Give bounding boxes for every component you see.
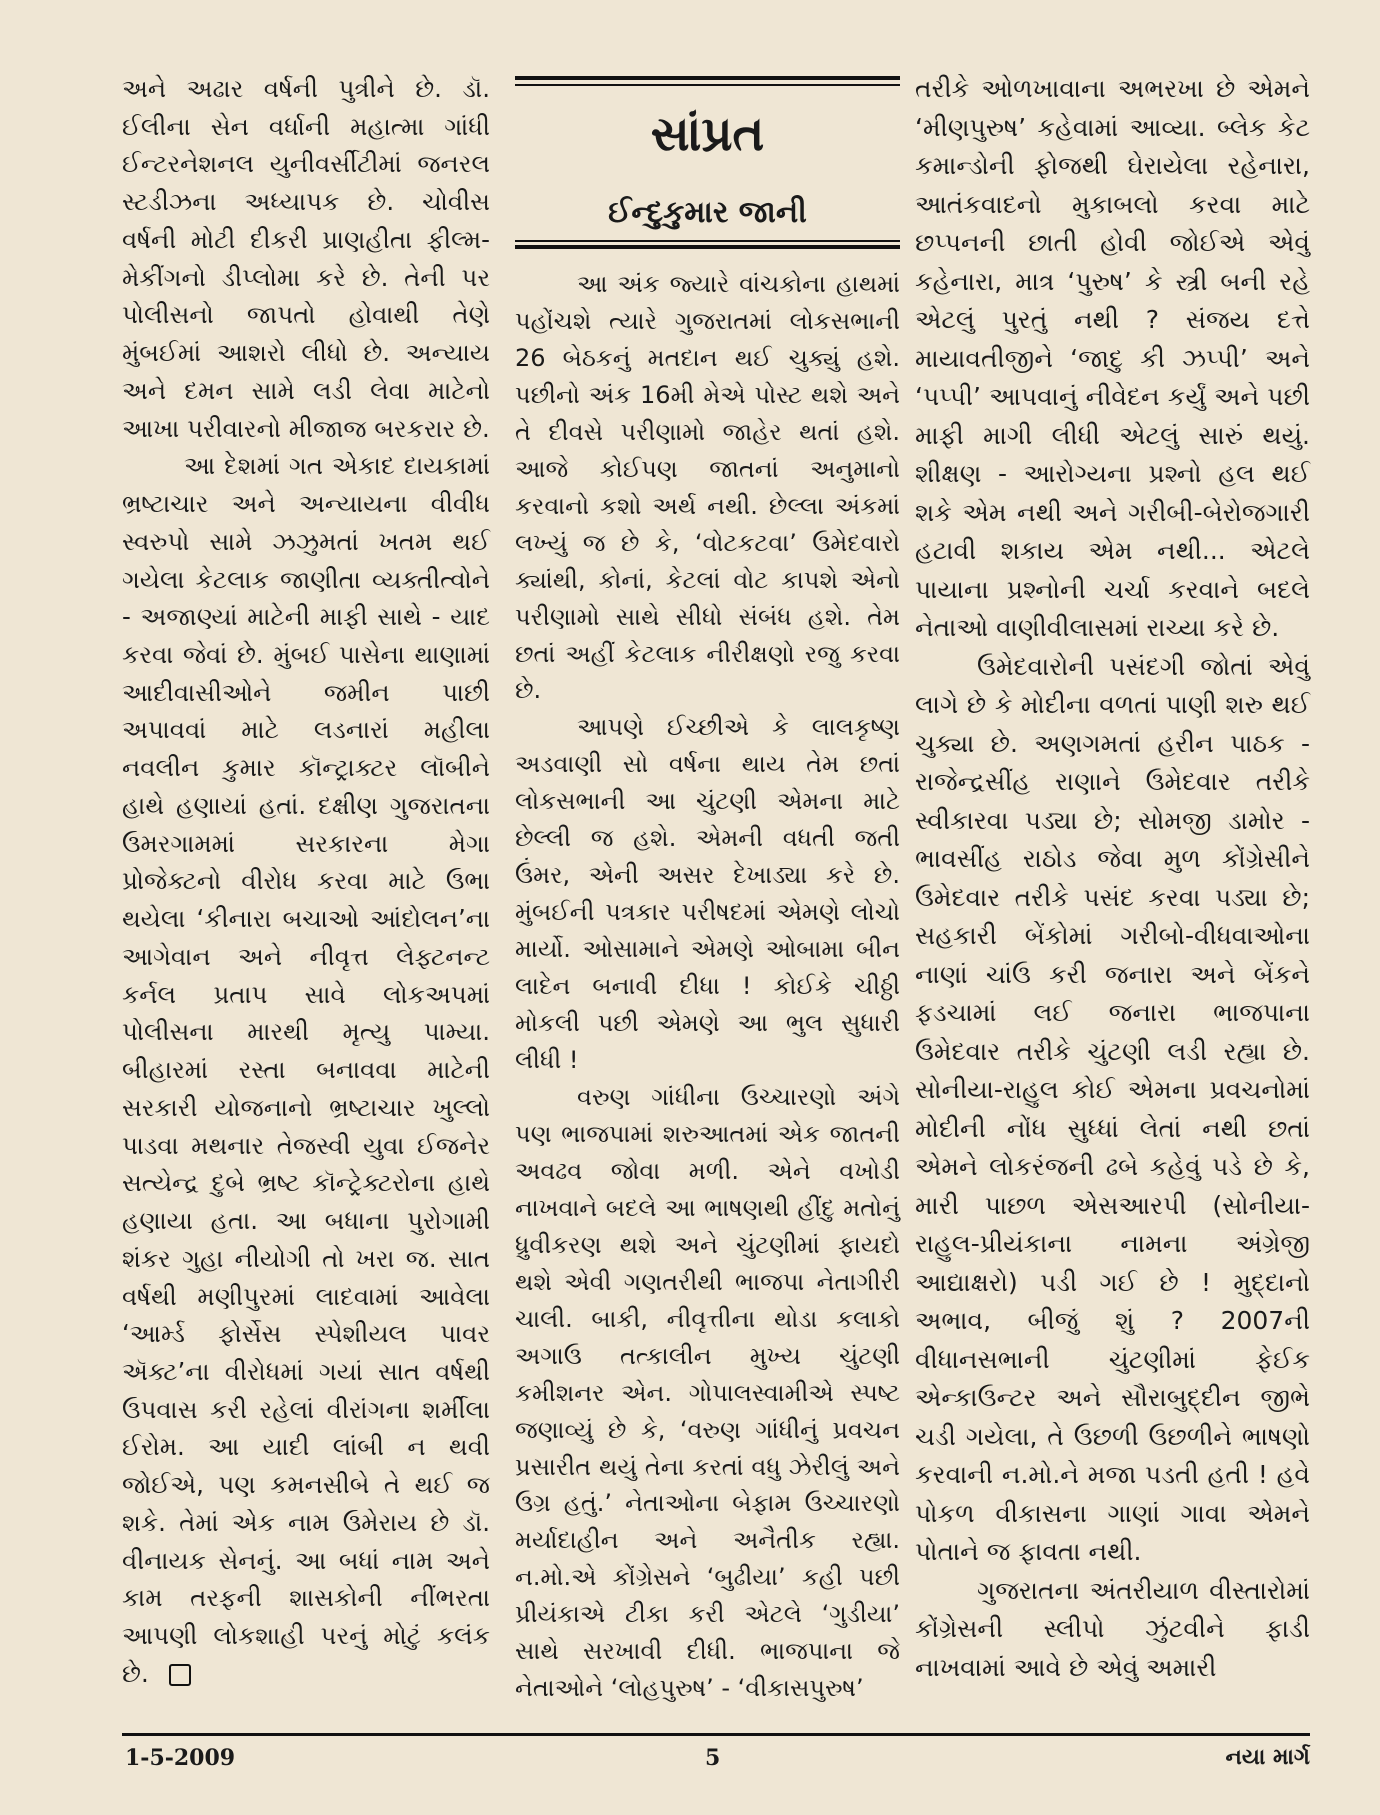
paragraph-text: આ દેશમાં ગત એકાદ દાયકામાં ભ્રષ્ટાચાર અને અન્યાયના વીવીધ સ્વરુપો સામે ઝઝુમતાં ખતમ થઈ ગયેલા કેટલાક જાણીતા વ્યક્તીત્વોને - અજાણ્યાં માટેની માફી સાથે - યાદ કરવા જેવાં છે. મુંબઈ પાસેના થાણામાં આદીવાસીઓને જમીન પાછી અપાવવાં માટે લડનારાં મહીલા નવલીન કુમાર કૉન્ટ્રાક્ટર લૉબીને હાથે હણાયાં હતાં. દક્ષીણ ગુજરાતના ઉમરગામમાં સરકારના મેગા પ્રોજેક્ટનો વીરોધ કરવા માટે ઉભા થયેલા ‘કીનારા બચાઓ આંદોલન’ના આગેવાન અને નીવૃત્ત લેફ્ટનન્ટ કર્નલ પ્રતાપ સાવે લોકઅપમાં પોલીસના મારથી મૃત્યુ પામ્યા. બીહારમાં રસ્તા બનાવવા માટેની સરકારી યોજનાનો ભ્રષ્ટાચાર ખુલ્લો પાડવા મથનાર તેજસ્વી યુવા ઈજનેર સત્યેન્દ્ર દુબે ભ્રષ્ટ કૉન્ટ્રેક્ટરોના હાથે હણાયા હતા. આ બધાના પુરોગામી શંકર ગુહા નીયોગી તો ખરા જ. સાત વર્ષથી મણીપુરમાં લાદવામાં આવેલા ‘આર્મ્ડ ફોર્સેસ સ્પેશીયલ પાવર ઍક્ટ’ના વીરોધમાં ગયાં સાત વર્ષથી ઉપવાસ કરી રહેલાં વીરાંગના શર્મીલા ઈરોમ. આ યાદી લાંબી ન થવી જોઈએ, પણ કમનસીબે તે થઈ જ શકે. તેમાં એક નામ ઉમેરાય છે ડૉ. વીનાયક સેનનું. આ બધાં નામ અને કામ તરફની શાસકોની નીંભરતા આપણી લોકશાહી પરનું મોટું કલંક છે. [122,451,490,1688]
paragraph: અને અઢાર વર્ષની પુત્રીને છે. ડૉ. ઈલીના સેન વર્ધાની મહાત્મા ગાંધી ઈન્ટરનેશનલ યુનીવર્સીટીમાં જનરલ સ્ટડીઝના અધ્યાપક છે. ચોવીસ વર્ષની મોટી દીકરી પ્રાણહીતા ફીલ્મ-મેકીંગનો ડીપ્લોમા કરે છે. તેની પર પોલીસનો જાપતો હોવાથી તેણે મુંબઈમાં આશરો લીધો છે. અન્યાય અને દમન સામે લડી લેવા માટેનો આખા પરીવારનો મીજાજ બરકરાર છે. [122,74,490,443]
paragraph [122,447,490,1692]
publication-name: નયા માર્ગ [1225,1745,1310,1770]
masthead-top-rule-thin [515,84,900,86]
end-of-article-icon [169,1664,191,1686]
masthead-bottom-rule-thin [515,240,900,242]
paragraph: વરુણ ગાંધીના ઉચ્ચારણો અંગે પણ ભાજપામાં શરુઆતમાં એક જાતની અવઢવ જોવા મળી. એને વખોડી નાખવાને બદલે આ ભાષણથી હીંદુ મતોનું ધ્રુવીકરણ થશે અને ચુંટણીમાં ફાયદો થશે એવી ગણતરીથી ભાજપા નેતાગીરી ચાલી. બાકી, નીવૃત્તીના થોડા કલાકો અગાઉ તત્કાલીન મુખ્ય ચુંટણી કમીશનર એન. ગોપાલસ્વામીએ સ્પષ્ટ જણાવ્યું છે કે, ‘વરુણ ગાંધીનું પ્રવચન પ્રસારીત થયું તેના કરતાં વધુ ઝેરીલું અને ઉગ્ર હતું.’ નેતાઓના બેફામ ઉચ્ચારણો મર્યાદાહીન અને અનૈતીક રહ્યા. ન.મો.એ કોંગ્રેસને ‘બુઢીયા’ કહી પછી પ્રીયંકાએ ટીકા કરી એટલે ‘ગુડીયા’ સાથે સરખાવી દીધી. ભાજપાના જે નેતાઓને ‘લોહપુરુષ’ - ‘વીકાસપુરુષ’ [515,1082,900,1703]
article-column-1 [122,70,490,1693]
paragraph: ઉમેદવારોની પસંદગી જોતાં એવું લાગે છે કે મોદીના વળતાં પાણી શરુ થઈ ચુક્યા છે. અણગમતાં હરીન પાઠક - રાજેન્દ્રસીંહ રાણાને ઉમેદવાર તરીકે સ્વીકારવા પડ્યા છે; સોમજી ડામોર - ભાવસીંહ રાઠોડ જેવા મુળ કોંગ્રેસીને ઉમેદવાર તરીકે પસંદ કરવા પડ્યા છે; સહકારી બેંકોમાં ગરીબો-વીધવાઓના નાણાં ચાંઉ કરી જનારા અને બેંકને ફડચામાં લઈ જનારા ભાજપાના ઉમેદવાર તરીકે ચુંટણી લડી રહ્યા છે. સોનીયા-રાહુલ કોઈ એમના પ્રવચનોમાં મોદીની નોંધ સુધ્ધાં લેતાં નથી છતાં એમને લોકરંજની ઢબે કહેવું પડે છે કે, મારી પાછળ એસઆરપી (સોનીયા-રાહુલ-પ્રીયંકાના નામના અંગ્રેજી આદ્યાક્ષરો) પડી ગઈ છે ! મુદ્દાનો અભાવ, બીજું શું ? 2007ની વીધાનસભાની ચુંટણીમાં ફેઈક એન્કાઉન્ટર અને સૌરાબુદ્દીન જીભે ચડી ગયેલા, તે ઉછળી ઉછળીને ભાષણો કરવાની ન.મો.ને મજા પડતી હતી ! હવે પોકળ વીકાસના ગાણાં ગાવા એમને પોતાને જ ફાવતા નથી. [915,651,1310,1566]
masthead-bottom-rule [515,245,900,249]
paragraph: ગુજરાતના અંતરીયાળ વીસ્તારોમાં કોંગ્રેસની સ્લીપો ઝુંટવીને ફાડી નાખવામાં આવે છે એવું અમારી [915,1575,1310,1682]
author-name: ઈન્દુકુમાર જાની [608,195,807,230]
paragraph: આપણે ઈચ્છીએ કે લાલકૃષ્ણ અડવાણી સો વર્ષના થાય તેમ છતાં લોકસભાની આ ચુંટણી એમના માટે છેલ્લી જ હશે. એમની વધતી જતી ઉંમર, એની અસર દેખાડ્યા કરે છે. મુંબઈની પત્રકાર પરીષદમાં એમણે લોચો માર્યો. ઓસામાને એમણે ઓબામા બીન લાદેન બનાવી દીધા ! કોઈકે ચીઠ્ઠી મોકલી પછી એમણે આ ભુલ સુધારી લીધી ! [515,713,900,1075]
paragraph: તરીકે ઓળખાવાના અભરખા છે એમને ‘મીણપુરુષ’ કહેવામાં આવ્યા. બ્લેક કેટ કમાન્ડોની ફોજથી ઘેરાયેલા રહેનારા, આતંકવાદનો મુકાબલો કરવા માટે છપ્પનની છાતી હોવી જોઈએ એવું કહેનારા, માત્ર ‘પુરુષ’ કે સ્ત્રી બની રહે એટલું પુરતું નથી ? સંજય દત્તે માયાવતીજીને ‘જાદુ કી ઝપ્પી’ અને ‘પપ્પી’ આપવાનું નીવેદન કર્યું અને પછી માફી માગી લીધી એટલું સારું થયું. શીક્ષણ - આરોગ્યના પ્રશ્નો હલ થઈ શકે એમ નથી અને ગરીબી-બેરોજગારી હટાવી શકાય એમ નથી... એટલે પાયાના પ્રશ્નોની ચર્ચા કરવાને બદલે નેતાઓ વાણીવીલાસમાં રાચ્યા કરે છે. [915,74,1310,642]
column-title: સાંપ્રત [650,106,765,162]
article-column-3 [915,70,1310,1687]
footer-rule [122,1733,1310,1736]
paragraph: આ અંક જ્યારે વાંચકોના હાથમાં પહોંચશે ત્યારે ગુજરાતમાં લોકસભાની 26 બેઠકનું મતદાન થઈ ચુક્યું હશે. પછીનો અંક 16મી મેએ પોસ્ટ થશે અને તે દીવસે પરીણામો જાહેર થતાં હશે. આજે કોઈપણ જાતનાં અનુમાનો કરવાનો કશો અર્થ નથી. છેલ્લા અંકમાં લખ્યું જ છે કે, ‘વોટકટવા’ ઉમેદવારો ક્યાંથી, કોનાં, કેટલાં વોટ કાપશે એનો પરીણામો સાથે સીધો સંબંધ હશે. તેમ છતાં અહીં કેટલાક નીરીક્ષણો રજુ કરવા છે. [515,270,900,705]
page-number: 5 [705,1745,721,1771]
issue-date: 1-5-2009 [125,1745,236,1771]
masthead-top-rule [515,76,900,80]
